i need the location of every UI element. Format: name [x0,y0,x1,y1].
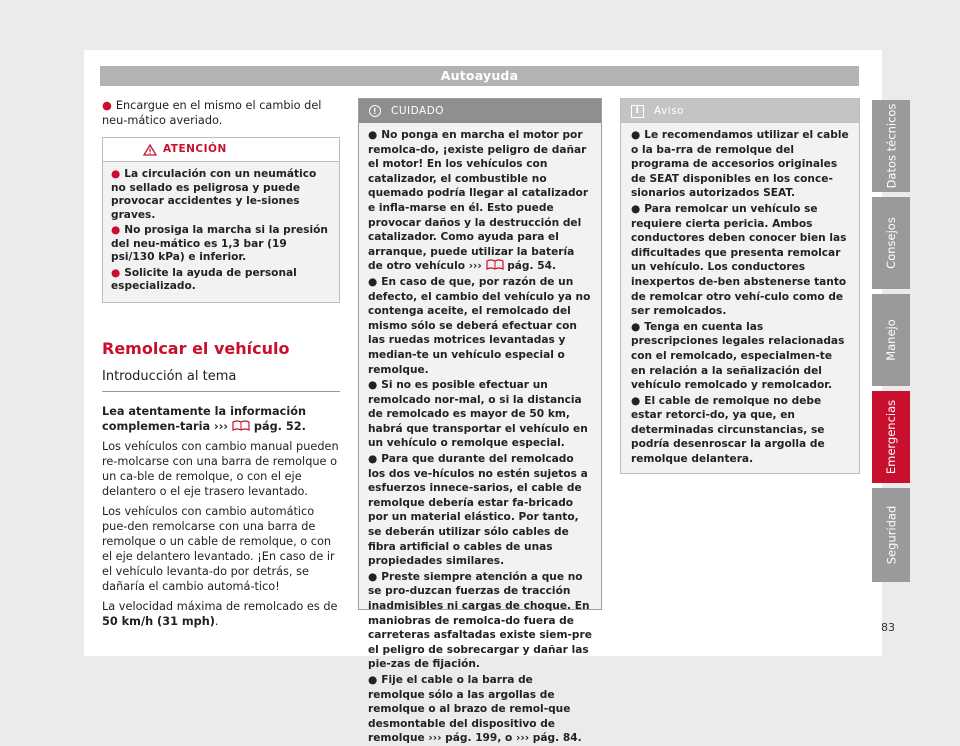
caution-item: ● Si no es posible efectuar un remolcado nor-mal, o si la distancia de remolcado es mayor de 50 km, habrá que transportar el vehículo en un vehículo o remolque especial. [368,379,588,450]
bullet-icon: ● [368,129,378,141]
warning-triangle-icon [143,144,157,156]
page-header: Autoayuda [100,66,859,86]
bullet-icon: ● [111,266,121,279]
caution-item: ● No ponga en marcha el motor por remolca-do, ¡existe peligro de dañar el motor! En los vehículos con catalizador, el combustible no quemado podría llegar al catalizador e infla-marse en él. Esto puede provocar daños y la destrucción del catalizador. Como ayuda para el arranque, puede utilizar la batería de otro vehículo ››› pág. 54. [368,129,589,273]
column-middle [358,98,602,745]
caution-page-link[interactable]: pág. 54 [507,260,552,273]
tab-manejo[interactable]: Manejo [872,294,910,386]
aviso-box [620,98,860,474]
section-title: Remolcar el vehículo [102,338,290,358]
lead-paragraph: Lea atentamente la información complemen-taria ››› pág. 52. [102,404,306,433]
caution-box [358,98,602,745]
caution-item: ● Preste siempre atención a que no se pro-duzcan fuerzas de tracción inadmisibles ni cargas de choque. En maniobras de remolca-do fuera de carreteras asfaltadas existe siem-pre el peligro de sobrecargar y dañar las pie-zas de fijación. [368,570,592,671]
attention-item: ● La circulación con un neumático no sellado es peligrosa y puede provocar accidentes y le-siones graves. [111,168,317,221]
attention-body [103,162,339,302]
aviso-body [621,123,859,473]
bullet-icon: ● [631,394,641,407]
column-left [102,98,340,634]
speed-paragraph: La velocidad máxima de remolcado es de 50 km/h (31 mph). [102,599,338,628]
bullet-icon: ● [368,673,378,686]
bullet-icon: ● [111,168,121,180]
tab-emergencias[interactable]: Emergencias [872,391,910,483]
bullet-icon: ● [368,570,378,583]
bullet-icon: ● [102,99,112,112]
book-reference-icon [486,259,504,270]
intro-bullet: ● Encargue en el mismo el cambio del neu-mático averiado. [102,99,322,127]
caution-ref-link-2[interactable]: ››› pág. 84 [516,732,578,745]
bullet-icon: ● [368,453,378,466]
caution-item: ● Fije el cable o la barra de remolque sólo a las argollas de remolque o al brazo de remol-que desmontable del dispositivo de remolque ››› pág. 199, o ››› pág. 84. [368,673,582,745]
attention-header [103,138,339,162]
lead-ref-arrows: ››› [214,419,229,433]
aviso-header [621,99,859,123]
caution-item: ● En caso de que, por razón de un defecto, el cambio del vehículo ya no contenga aceite, el remolcado del mismo sólo se deberá efectuar con las ruedas motrices levantadas y median-te un vehículo especial o remolque. [368,275,591,376]
bullet-icon: ● [368,379,378,392]
caution-ref-link-1[interactable]: ››› pág. 199 [428,732,498,745]
caution-body [359,123,601,745]
bullet-icon: ● [368,275,378,288]
bullet-icon: ● [631,129,641,141]
column-right [620,98,860,474]
body-paragraph: Los vehículos con cambio manual pueden re-molcarse con una barra de remolque o un ca-ble de remolque, o con el eje delantero o el eje trasero levantado. [102,439,339,498]
attention-item: ● No prosiga la marcha si la presión del neu-mático es 1,3 bar (19 psi/130 kPa) e inferior. [111,224,328,263]
bullet-icon: ● [111,224,121,236]
aviso-item: ● Le recomendamos utilizar el cable o la ba-rra de remolque del programa de accesorios originales de SEAT disponibles en los conce-sionarios autorizados SEAT. [631,129,849,200]
info-icon: i [631,105,644,118]
aviso-item: ● Para remolcar un vehículo se requiere cierta pericia. Ambos conductores deben conocer bien las dificultades que presenta remolcar un vehículo. Los conductores inexpertos de-ben abstenerse tanto de remolcar otro vehí-culo como de ser remolcados. [631,202,847,318]
caution-title: CUIDADO [391,104,445,117]
page-number: 83 [881,621,895,634]
bullet-icon: ● [631,320,641,333]
caution-header [359,99,601,123]
aviso-item: ● Tenga en cuenta las prescripciones legales relacionadas con el remolcado, especialmen-te en relación a la señalización del vehículo remolcado y remolcador. [631,320,845,392]
attention-title: ATENCIÓN [163,143,227,155]
speed-value: 50 km/h (31 mph) [102,614,215,628]
tab-datos-tecnicos[interactable]: Datos técnicos [872,100,910,192]
caution-circle-icon: ! [369,105,381,117]
attention-item: ● Solicite la ayuda de personal especializado. [111,266,297,292]
lead-page-link[interactable]: pág. 52 [253,419,302,433]
bullet-icon: ● [631,202,641,215]
body-paragraph: Los vehículos con cambio automático pue-den remolcarse con una barra de remolque o un cable de remolque, o con el eje delantero levantado. ¡En caso de ir el vehículo levanta-do por detrás, se dañaría el cambio automá-tico! [102,504,335,593]
aviso-title: Aviso [654,104,685,117]
subsection-title: Introducción al tema [102,369,340,392]
aviso-item: ● El cable de remolque no debe estar retorci-do, ya que, en determinadas circunstancias, se podría desenroscar la argolla de remolque delantera. [631,394,825,466]
attention-box [102,137,340,303]
tab-seguridad[interactable]: Seguridad [872,488,910,582]
caution-item: ● Para que durante del remolcado los dos ve-hículos no estén sujetos a esfuerzos innece-sarios, el cable de remolque debería estar fa-bricado por un material elástico. Por tanto, se deberán utilizar sólo cables de fibra artificial o cables de unas propiedades similares. [368,453,588,568]
tab-consejos[interactable]: Consejos [872,197,910,289]
book-reference-icon [232,420,250,431]
